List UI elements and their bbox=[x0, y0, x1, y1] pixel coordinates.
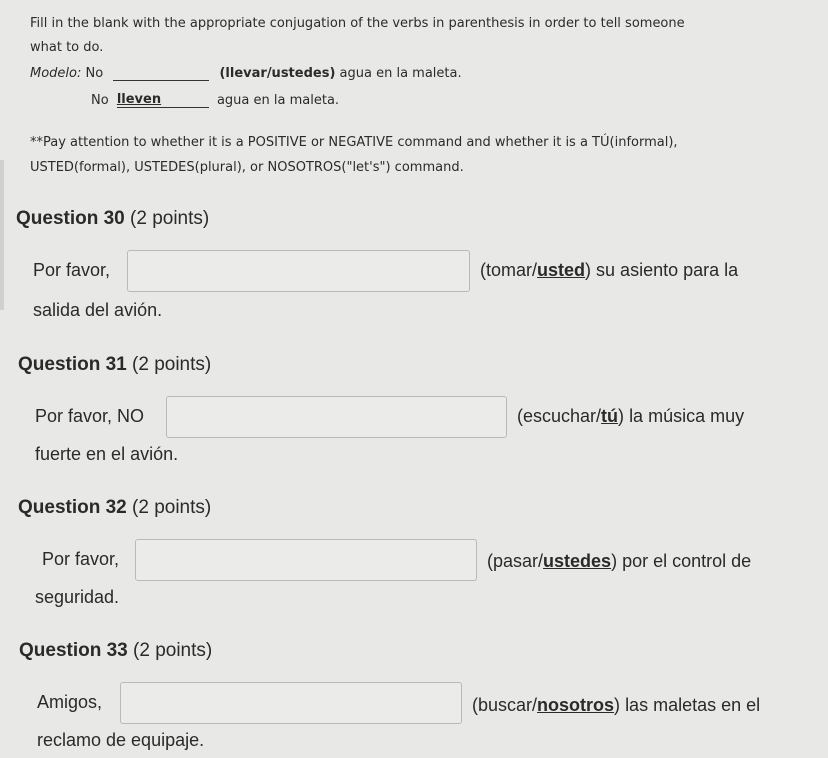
question-31-answer-input[interactable] bbox=[166, 396, 507, 438]
modelo-answer bbox=[91, 92, 339, 108]
question-33-answer-input[interactable] bbox=[120, 682, 462, 724]
question-32-answer-input[interactable] bbox=[135, 539, 477, 581]
question-30-continuation: salida del avión. bbox=[33, 300, 163, 320]
modelo-answer-word: lleven bbox=[117, 92, 209, 108]
question-32-continuation: seguridad. bbox=[35, 587, 120, 607]
question-31-title bbox=[18, 354, 211, 376]
question-30-prompt-before: Por favor, bbox=[33, 260, 111, 280]
question-32-prompt-before: Por favor, bbox=[42, 549, 120, 569]
question-30-prompt-after: (tomar/usted) su asiento para la bbox=[480, 260, 739, 280]
question-32-title bbox=[18, 497, 211, 519]
instructions-line2: what to do. bbox=[30, 40, 104, 55]
question-number: Question 31 bbox=[18, 354, 127, 375]
question-32-prompt-after: (pasar/ustedes) por el control de bbox=[487, 551, 752, 571]
verb-subject: usted bbox=[537, 260, 586, 280]
question-number: Question 32 bbox=[18, 497, 127, 518]
verb-subject: tú bbox=[601, 406, 619, 426]
question-33-prompt-after: (buscar/nosotros) las maletas en el bbox=[472, 695, 761, 715]
modelo-answer-no: No bbox=[91, 93, 109, 108]
question-30-answer-input[interactable] bbox=[127, 250, 470, 292]
modelo-rest: agua en la maleta. bbox=[339, 66, 462, 81]
instructions-line1: Fill in the blank with the appropriate conjugation of the verbs in parenthesis in order to tell someone bbox=[30, 16, 685, 31]
question-31-continuation: fuerte en el avión. bbox=[35, 444, 179, 464]
modelo-no: No bbox=[85, 66, 104, 81]
modelo-verb: (llevar/ustedes) bbox=[219, 66, 336, 81]
question-31-prompt-after: (escuchar/tú) la música muy bbox=[517, 406, 745, 426]
question-points: (2 points) bbox=[132, 354, 212, 375]
question-33-title bbox=[19, 640, 212, 662]
verb-subject: ustedes bbox=[543, 551, 612, 571]
question-33-prompt-before: Amigos, bbox=[37, 692, 103, 712]
modelo-example bbox=[30, 66, 462, 81]
question-points: (2 points) bbox=[133, 640, 213, 661]
question-points: (2 points) bbox=[130, 208, 210, 229]
command-note bbox=[30, 130, 800, 180]
modelo-blank bbox=[113, 66, 209, 81]
question-30-title bbox=[16, 208, 209, 230]
question-number: Question 33 bbox=[19, 640, 128, 661]
modelo-answer-rest: agua en la maleta. bbox=[216, 93, 340, 108]
scroll-indicator bbox=[0, 160, 4, 310]
note-line2: USTED(formal), USTEDES(plural), or NOSOTROS("let's") command. bbox=[30, 160, 464, 175]
note-line1: **Pay attention to whether it is a POSITIVE or NEGATIVE command and whether it is a TÚ(informal), bbox=[30, 135, 678, 150]
modelo-label: Modelo: bbox=[30, 66, 82, 81]
question-number: Question 30 bbox=[16, 208, 125, 229]
question-33-continuation: reclamo de equipaje. bbox=[37, 730, 205, 750]
verb-subject: nosotros bbox=[537, 695, 615, 715]
question-31-prompt-before: Por favor, NO bbox=[35, 406, 145, 426]
instructions bbox=[30, 12, 790, 60]
question-points: (2 points) bbox=[132, 497, 212, 518]
